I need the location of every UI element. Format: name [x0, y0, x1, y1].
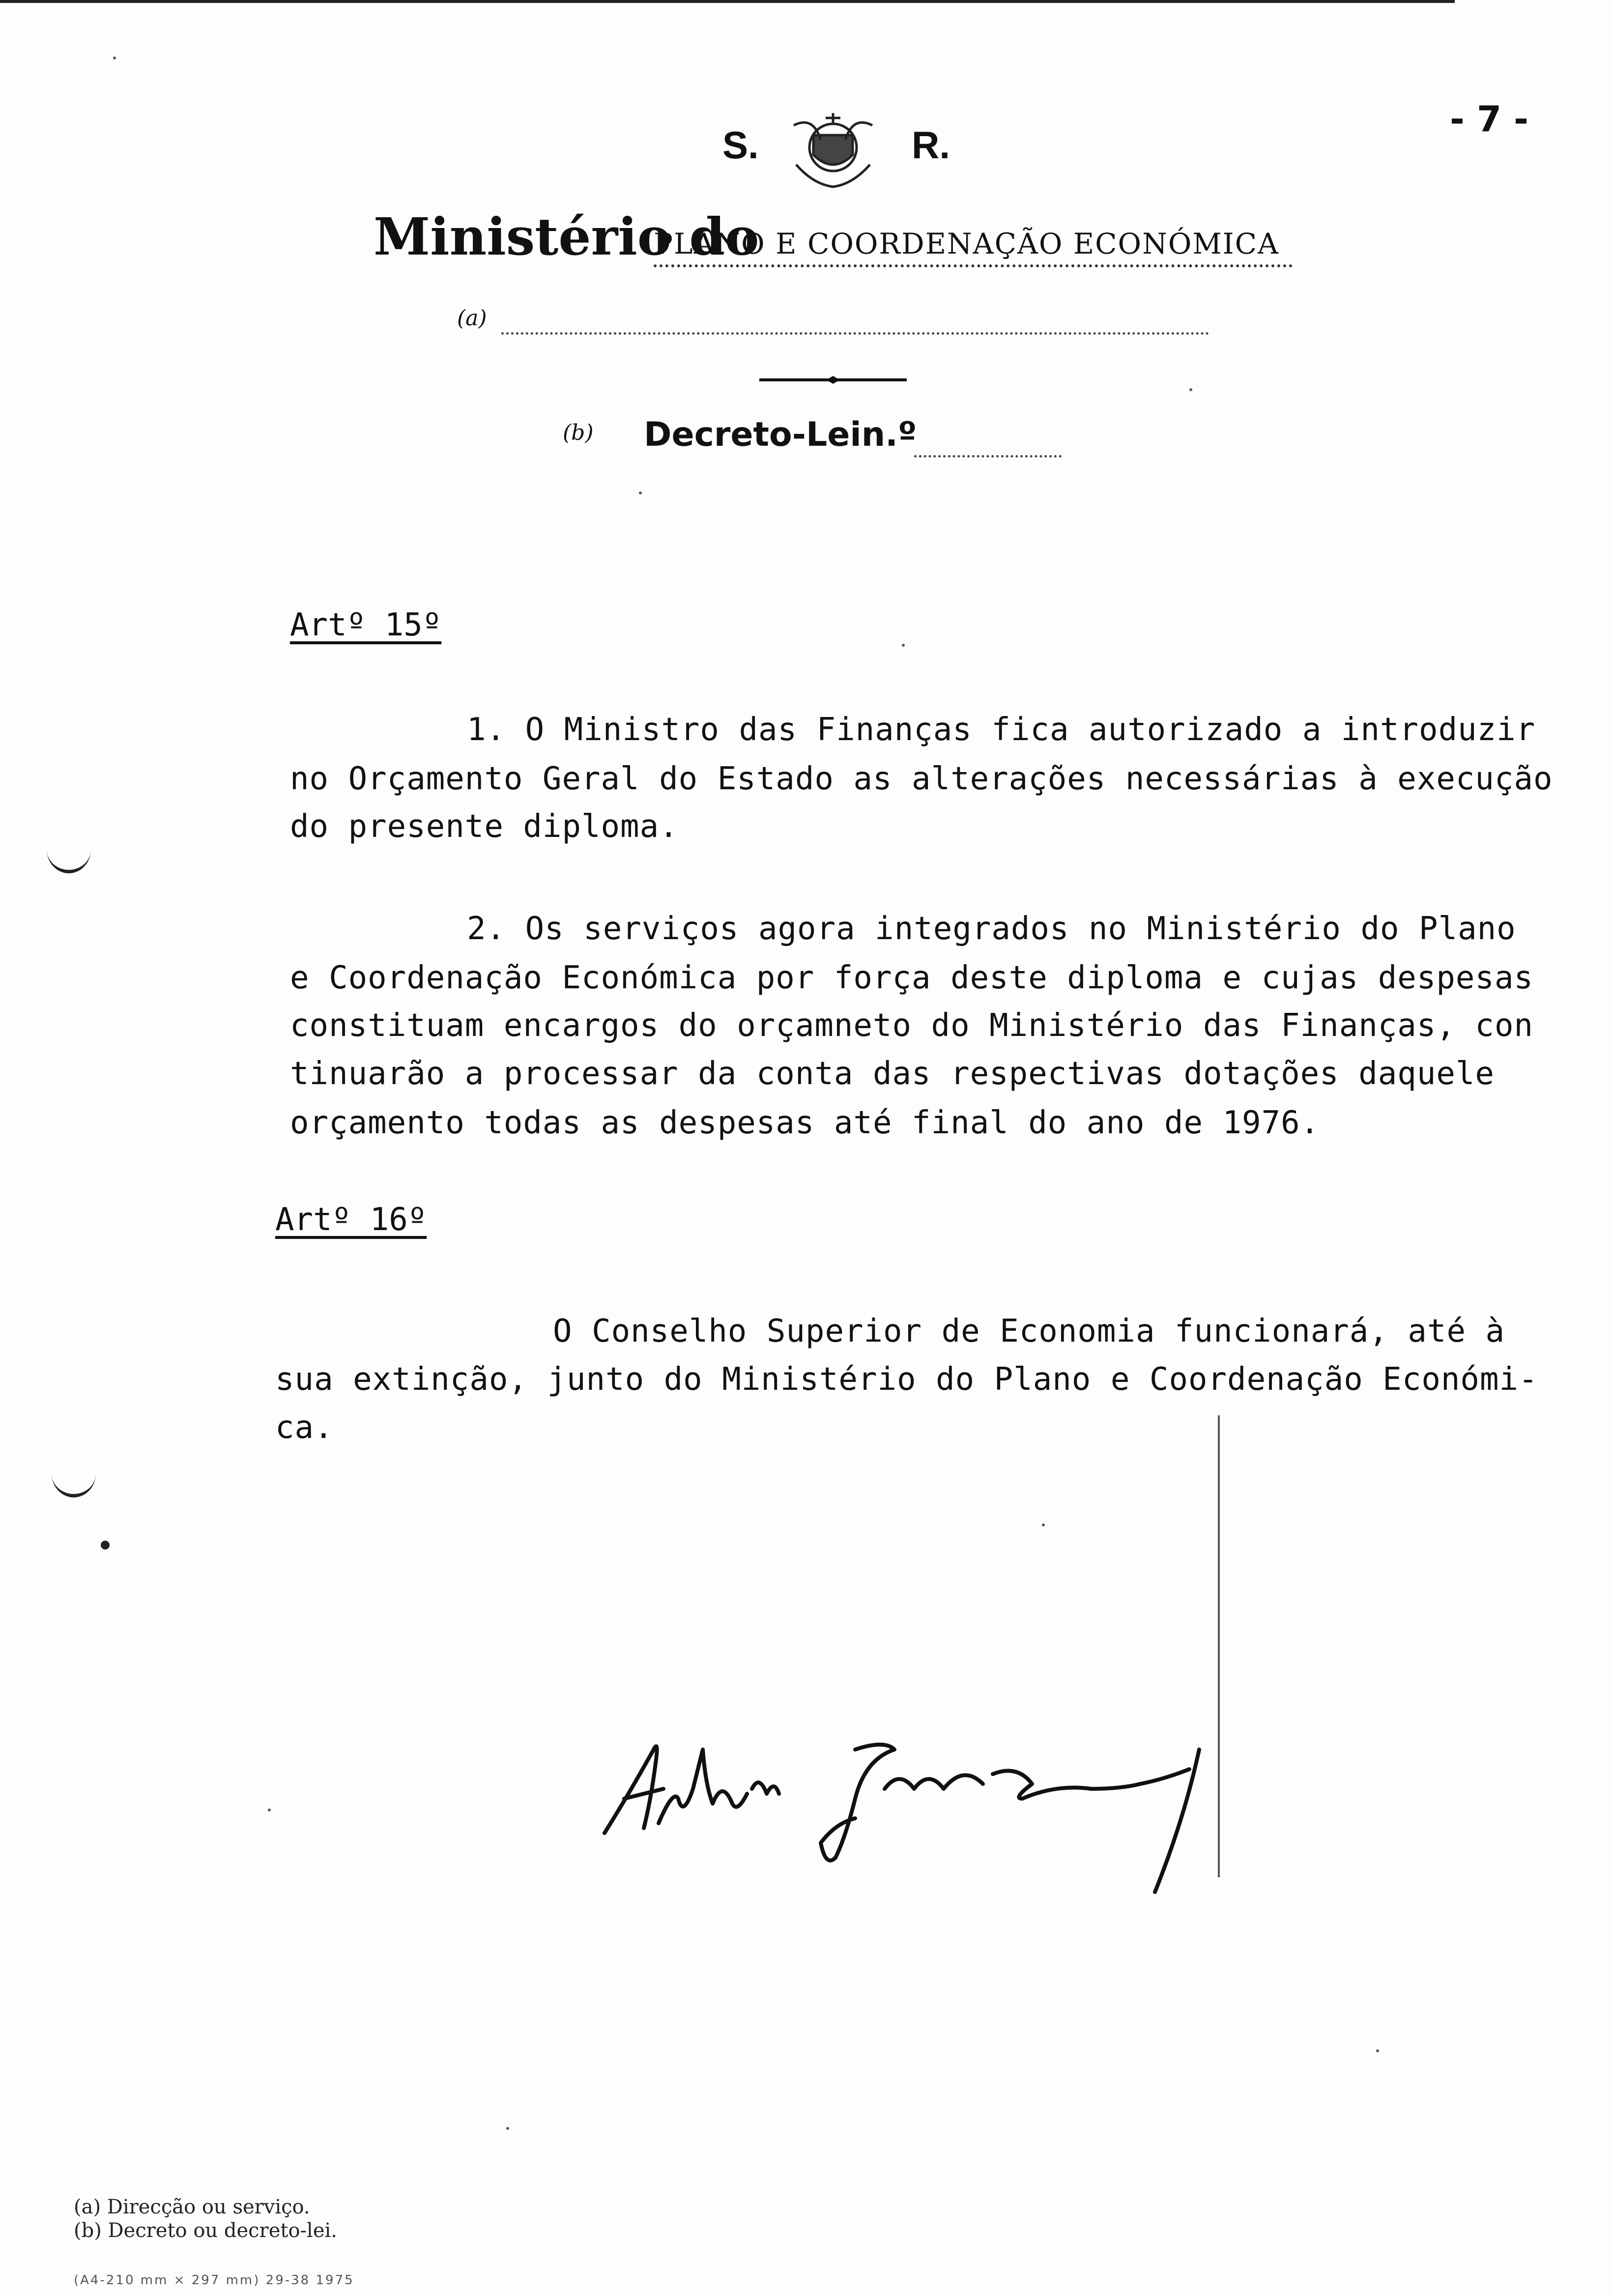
- scan-speck: [113, 57, 116, 59]
- handwritten-signature: [590, 1730, 1243, 1917]
- article-15-heading: Artº 15º: [290, 607, 442, 643]
- top-edge-line: [0, 0, 1455, 3]
- article-16-heading: Artº 16º: [275, 1202, 427, 1238]
- footnote-marker-b: (b): [563, 420, 594, 445]
- footnote-a: (a) Direcção ou serviço.: [74, 2196, 310, 2218]
- scan-speck: [1189, 388, 1192, 391]
- footnote-marker-a: (a): [457, 306, 487, 331]
- punch-hole-mark: [47, 826, 91, 873]
- scan-speck: [639, 491, 642, 494]
- ink-dot: [101, 1541, 110, 1550]
- scan-speck: [902, 644, 905, 647]
- scan-speck: [268, 1808, 271, 1811]
- scan-speck: [1376, 2049, 1379, 2052]
- diamond-divider: [759, 375, 907, 385]
- ministerio-label: Ministério do: [374, 206, 759, 267]
- art16-p1-line2: sua extinção, junto do Ministério do Plano e Coordenação Económi-: [275, 1361, 1538, 1398]
- page-number: - 7 -: [1450, 98, 1528, 140]
- direction-dotted-line: [501, 332, 1209, 335]
- art15-p2-line4: tinuarão a processar da conta das respectivas dotações daquele: [290, 1056, 1495, 1092]
- art15-p2-line2: e Coordenação Económica por força deste diploma e cujas despesas: [290, 960, 1533, 996]
- art15-p1-line1: 1. O Ministro das Finanças fica autorizado a introduzir: [467, 712, 1536, 748]
- art16-p1-line1: O Conselho Superior de Economia funcionará, até à: [553, 1313, 1505, 1349]
- art15-p1-line3: do presente diploma.: [290, 808, 679, 845]
- art15-p1-line2: no Orçamento Geral do Estado as alterações necessárias à execução: [290, 761, 1553, 797]
- print-code: (A4-210 mm × 297 mm) 29-38 1975: [74, 2273, 354, 2288]
- footnote-b: (b) Decreto ou decreto-lei.: [74, 2219, 338, 2242]
- punch-hole-mark: [52, 1450, 96, 1497]
- scan-speck: [506, 2127, 509, 2130]
- art15-p2-line3: constituam encargos do orçamneto do Ministério das Finanças, con: [290, 1007, 1533, 1044]
- art15-p2-line1: 2. Os serviços agora integrados no Ministério do Plano: [467, 911, 1516, 947]
- coat-of-arms-emblem-icon: [784, 106, 882, 194]
- decreto-number-dotted-line: [914, 455, 1062, 458]
- letterhead-s: S.: [722, 123, 759, 167]
- scan-speck: [1042, 1523, 1045, 1526]
- art15-p2-line5: orçamento todas as despesas até final do ano de 1976.: [290, 1105, 1320, 1141]
- decreto-label: Decreto-Lein.º: [644, 415, 917, 454]
- letterhead-r: R.: [912, 123, 950, 167]
- ministry-name-field: PLANO E COORDENAÇÃO ECONÓMICA: [654, 227, 1293, 267]
- art16-p1-line3: ca.: [275, 1409, 334, 1446]
